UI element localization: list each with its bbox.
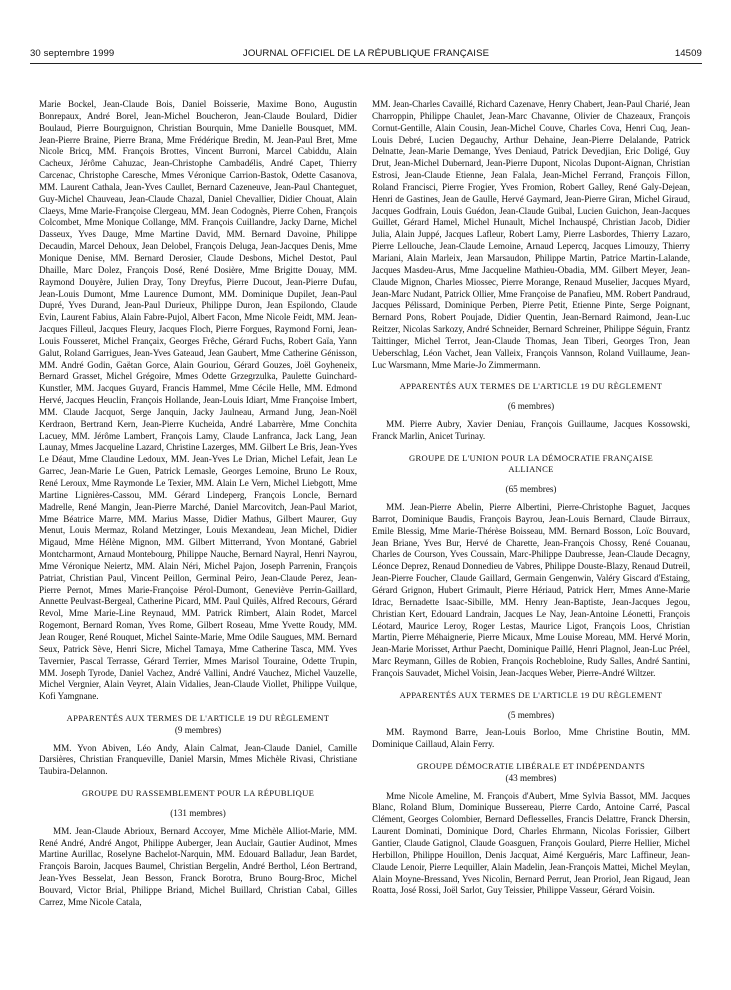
section-title-apparentes-rpr: APPARENTÉS AUX TERMES DE L'ARTICLE 19 DU RÈGLEMENT bbox=[399, 381, 663, 392]
header-date: 30 septembre 1999 bbox=[30, 48, 115, 59]
section-title-apparentes-udf: APPARENTÉS AUX TERMES DE L'ARTICLE 19 DU RÈGLEMENT bbox=[399, 689, 663, 700]
dl-member-list: Mme Nicole Ameline, M. François d'Aubert, Mme Sylvia Bassot, MM. Jacques Blanc, Roland Blum, Dominique Bussereau, Pierre Cardo, Antoine Carré, Pascal Clément, Georges Colombier, Bernard Deflesselles, Francis Delattre, Franck Dhersin, Laurent Dominati, Dominique Dord, Charles Ehrmann, Nicolas Forissier, Gilbert Gantier, Claude Gatignol, Claude Goasguen, François Goulard, Pierre Hellier, Michel Herbillon, Philippe Houillon, Denis Jacquat, Aimé Kerguéris, Marc Laffineur, Jean-Claude Lenoir, Pierre Lequiller, Alain Madelin, Jean-François Mattei, Michel Meylan, Alain Moyne-Bressand, Yves Nicolin, Bernard Perrut, Jean Proriol, Jean Rigaud, Jean Roatta, José Rossi, Joël Sarlot, Guy Teissier, Philippe Vasseur, Gérard Voisin. bbox=[372, 790, 690, 896]
section-count-dl: (43 membres) bbox=[505, 772, 557, 783]
section-subtitle-udf: ALLIANCE bbox=[508, 464, 554, 475]
apparentes-rpr-list: MM. Pierre Aubry, Xavier Deniau, François Guillaume, Jacques Kossowski, Franck Marlin, Anicet Turinay. bbox=[372, 419, 690, 441]
apparentes-socialist-list: MM. Yvon Abiven, Léo Andy, Alain Calmat, Jean-Claude Daniel, Camille Darsières, Christian Franqueville, Daniel Marsin, Mmes Michèle Rivasi, Christiane Taubira-Delannon. bbox=[39, 742, 357, 777]
header-page-number: 14509 bbox=[674, 48, 702, 59]
left-column bbox=[39, 99, 357, 909]
section-count-apparentes-rpr: (6 membres) bbox=[507, 401, 555, 412]
section-count-apparentes-socialist: (9 membres) bbox=[174, 724, 222, 735]
right-column bbox=[372, 99, 690, 897]
section-count-udf: (65 membres) bbox=[505, 484, 557, 495]
header-title: JOURNAL OFFICIEL DE LA RÉPUBLIQUE FRANÇAISE bbox=[242, 48, 490, 59]
section-title-dl: GROUPE DÉMOCRATIE LIBÉRALE ET INDÉPENDANTS bbox=[416, 761, 646, 772]
section-title-apparentes-socialist: APPARENTÉS AUX TERMES DE L'ARTICLE 19 DU RÈGLEMENT bbox=[66, 713, 330, 724]
socialist-group-list-continued: Marie Bockel, Jean-Claude Bois, Daniel Boisserie, Maxime Bono, Augustin Bonrepaux, André Borel, Jean-Michel Boucheron, Jean-Claude Boulard, Didier Boulaud, Pierre Bourguignon, Christian Bourquin, Mme Danielle Bousquet, MM. Jean-Pierre Braine, Pierre Brana, Mme Frédérique Bredin, M. Jean-Paul Bret, Mme Nicole Bricq, MM. François Brottes, Vincent Burroni, Marcel Cabiddu, Alain Cacheux, Jérôme Cahuzac, Jean-Christophe Cambadélis, André Capet, Thierry Carcenac, Christophe Caresche, Mmes Véronique Carrion-Bastok, Odette Casanova, MM. Laurent Cathala, Jean-Yves Caullet, Bernard Cazeneuve, Jean-Paul Chanteguet, Guy-Michel Chauveau, Jean-Claude Chazal, Daniel Chevallier, Didier Chouat, Alain Claeys, Mme Marie-Françoise Clergeau, MM. Jean Codognès, Pierre Cohen, François Colcombet, Mme Monique Collange, MM. François Cuillandre, Jacky Darne, Michel Dasseux, Yves Dauge, Mme Martine David, MM. Bernard Davoine, Philippe Decaudin, Marcel Dehoux, Jean Delobel, François Deluga, Jean-Jacques Denis, Mme Monique Denise, MM. Bernard Derosier, Claude Desbons, Michel Destot, Paul Dhaille, Marc Dolez, François Dosé, René Dosière, Mme Brigitte Douay, MM. Raymond Douyère, Julien Dray, Tony Dreyfus, Pierre Ducout, Jean-Pierre Dufau, Jean-Louis Dumont, Mme Laurence Dumont, MM. Dominique Dupilet, Jean-Paul Dupré, Yves Durand, Jean-Paul Durieux, Philippe Duron, Jean Espilondo, Claude Evin, Laurent Fabius, Alain Fabre-Pujol, Albert Facon, Mme Nicole Feidt, MM. Jean-Jacques Filleul, Jacques Fleury, Jacques Floch, Pierre Forgues, Raymond Forni, Jean-Louis Fousseret, Michel Françaix, Georges Frêche, Gérard Fuchs, Robert Gaïa, Yann Galut, Roland Garrigues, Jean-Yves Gateaud, Jean Gaubert, Mme Catherine Génisson, MM. André Godin, Gaëtan Gorce, Alain Gouriou, Gérard Gouzes, Joël Goyheneix, Bernard Grasset, Michel Grégoire, Mmes Odette Grzegrzulka, Paulette Guinchard-Kunstler, MM. Jacques Guyard, Francis Hammel, Mme Cécile Helle, MM. Edmond Hervé, Jacques Heuclin, François Hollande, Jean-Louis Idiart, Mme Françoise Imbert, MM. Claude Jacquot, Serge Janquin, Jacky Jaulneau, Armand Jung, Jean-Noël Kerdraon, Bertrand Kern, Jean-Pierre Kucheida, André Labarrère, Mme Conchita Lacuey, MM. Jérôme Lambert, François Lamy, Claude Lanfranca, Jack Lang, Jean Launay, Mmes Jacqueline Lazard, Christine Lazerges, MM. Gilbert Le Bris, Jean-Yves Le Déaut, Mme Claudine Ledoux, MM. Jean-Yves Le Drian, Michel Lefait, Jean Le Garrec, Jean-Marie Le Guen, Patrick Lemasle, Georges Lemoine, Bruno Le Roux, René Leroux, Mme Raymonde Le Texier, MM. Alain Le Vern, Michel Liebgott, Mme Martine Lignières-Cassou, MM. Gérard Lindeperg, François Loncle, Bernard Madrelle, René Mangin, Jean-Pierre Marché, Daniel Marcovitch, Jean-Paul Mariot, Mme Béatrice Marre, MM. Marius Masse, Didier Mathus, Gilbert Maurer, Guy Menut, Louis Mermaz, Roland Metzinger, Louis Mexandeau, Jean Michel, Didier Migaud, Mme Hélène Mignon, MM. Gilbert Mitterrand, Yvon Montané, Gabriel Montcharmont, Arnaud Montebourg, Philippe Nauche, Bernard Nayral, Henri Nayrou, Mme Véronique Neiertz, MM. Alain Néri, Michel Pajon, Joseph Parrenin, François Patriat, Christian Paul, Vincent Peillon, Germinal Peiro, Jean-Claude Perez, Jean-Pierre Pernot, Mmes Marie-Françoise Pérol-Dumont, Geneviève Perrin-Gaillard, Annette Peulvast-Bergeal, Catherine Picard, MM. Paul Quilès, Alfred Recours, Gérard Revol, Mme Marie-Line Reynaud, MM. Patrick Rimbert, Alain Rodet, Marcel Rogemont, Bernard Roman, Yves Rome, Gilbert Roseau, Mme Yvette Roudy, MM. Jean Rouger, René Rouquet, Michel Sainte-Marie, Mme Odile Saugues, MM. Bernard Seux, Patrick Sève, Henri Sicre, Michel Tamaya, Mme Catherine Tasca, MM. Yves Tavernier, Pascal Terrasse, Gérard Terrier, Mmes Marisol Touraine, Odette Trupin, MM. Joseph Tyrode, Daniel Vachez, André Vallini, André Vauchez, Michel Vauzelle, Michel Vergnier, Alain Veyret, Alain Vidalies, Jean-Claude Viollet, Philippe Vuilque, Kofi Yamgnane. bbox=[39, 99, 357, 702]
rpr-member-list: MM. Jean-Claude Abrioux, Bernard Accoyer, Mme Michèle Alliot-Marie, MM. René André, André Angot, Philippe Auberger, Jean Auclair, Gautier Audinot, Mmes Martine Aurillac, Roselyne Bachelot-Narquin, MM. Edouard Balladur, Jean Bardet, François Baroin, Jacques Baumel, Christian Bergelin, André Berthol, Léon Bertrand, Jean-Yves Besselat, Jean Besson, Franck Borotra, Bruno Bourg-Broc, Michel Bouvard, Victor Brial, Philippe Briand, Michel Buillard, Christian Cabal, Gilles Carrez, Mme Nicole Catala, bbox=[39, 825, 357, 907]
header-rule bbox=[30, 63, 702, 64]
section-count-rpr: (131 membres) bbox=[170, 807, 226, 818]
document-columns bbox=[39, 99, 697, 979]
section-title-rpr: GROUPE DU RASSEMBLEMENT POUR LA RÉPUBLIQUE bbox=[81, 788, 315, 799]
section-title-udf: GROUPE DE L'UNION POUR LA DÉMOCRATIE FRANÇAISE bbox=[408, 452, 654, 463]
section-count-apparentes-udf: (5 membres) bbox=[507, 709, 555, 720]
rpr-member-list-continued: MM. Jean-Charles Cavaillé, Richard Cazenave, Henry Chabert, Jean-Paul Charié, Jean Charroppin, Philippe Chaulet, Jean-Marc Chavanne, Olivier de Chazeaux, François Cornut-Gentille, Alain Cousin, Jean-Michel Couve, Charles Cova, Henri Cuq, Jean-Louis Debré, Lucien Degauchy, Arthur Dehaine, Jean-Pierre Delalande, Patrick Delnatte, Jean-Marie Demange, Yves Deniaud, Patrick Devedjian, Eric Doligé, Guy Drut, Jean-Michel Dubernard, Jean-Pierre Dupont, Nicolas Dupont-Aignan, Christian Estrosi, Jean-Claude Etienne, Jean Falala, Jean-Michel Ferrand, François Fillon, Roland Francisci, Pierre Frogier, Yves Fromion, Robert Galley, René Galy-Dejean, Henri de Gastines, Jean de Gaulle, Hervé Gaymard, Jean-Pierre Giran, Michel Giraud, Jacques Godfrain, Louis Guédon, Jean-Claude Guibal, Lucien Guichon, Jean-Jacques Guillet, Gérard Hamel, Michel Hunault, Michel Inchauspé, Christian Jacob, Didier Julia, Alain Juppé, Jacques Lafleur, Robert Lamy, Pierre Lasbordes, Thierry Lazaro, Pierre Lellouche, Jean-Claude Lemoine, Arnaud Lepercq, Jacques Limouzy, Thierry Mariani, Alain Marleix, Jean Marsaudon, Philippe Martin, Patrice Martin-Lalande, Jacques Masdeu-Arus, Mme Jacqueline Mathieu-Obadia, MM. Gilbert Meyer, Jean-Claude Mignon, Charles Miossec, Pierre Morange, Renaud Muselier, Jacques Myard, Jean-Marc Nudant, Patrick Ollier, Mme Françoise de Panafieu, MM. Robert Pandraud, Jacques Pélissard, Dominique Perben, Pierre Petit, Etienne Pinte, Serge Poignant, Bernard Pons, Robert Poujade, Didier Quentin, Jean-Bernard Raimond, Jean-Luc Reitzer, Nicolas Sarkozy, André Schneider, Bernard Schreiner, Philippe Séguin, Frantz Taittinger, Michel Terrot, Jean-Claude Thomas, Jean Tiberi, Georges Tron, Jean Ueberschlag, Léon Vachet, Jean Valleix, François Vannson, Roland Vuillaume, Jean-Luc Warsmann, Mme Marie-Jo Zimmermann. bbox=[372, 99, 690, 370]
udf-member-list: MM. Jean-Pierre Abelin, Pierre Albertini, Pierre-Christophe Baguet, Jacques Barrot, Dominique Baudis, François Bayrou, Jean-Louis Bernard, Claude Birraux, Emile Blessig, Mme Marie-Thérèse Boisseau, MM. Bernard Bosson, Loïc Bouvard, Jean Briane, Yves Bur, Hervé de Charette, Jean-François Chossy, René Couanau, Charles de Courson, Yves Coussain, Marc-Philippe Daubresse, Jean-Claude Decagny, Léonce Deprez, Renaud Donnedieu de Vabres, Philippe Douste-Blazy, Renaud Dutreil, Jean-Pierre Foucher, Claude Gaillard, Germain Gengenwin, Valéry Giscard d'Estaing, Gérard Grignon, Hubert Grimault, Pierre Hériaud, Patrick Herr, Mmes Anne-Marie Idrac, Bernadette Isaac-Sibille, MM. Henry Jean-Baptiste, Jean-Jacques Jegou, Christian Kert, Edouard Landrain, Jacques Le Nay, Jean-Antoine Léonetti, François Léotard, Maurice Leroy, Roger Lestas, Maurice Ligot, François Loos, Christian Martin, Pierre Méhaignerie, Pierre Micaux, Mme Louise Moreau, MM. Hervé Morin, Jean-Marie Morisset, Arthur Paecht, Dominique Paillé, Henri Plagnol, Jean-Luc Préel, Marc Reymann, Gilles de Robien, François Rochebloine, Rudy Salles, André Santini, François Sauvadet, Michel Voisin, Jean-Jacques Weber, Pierre-André Wiltzer. bbox=[372, 502, 690, 678]
apparentes-udf-list: MM. Raymond Barre, Jean-Louis Borloo, Mme Christine Boutin, MM. Dominique Caillaud, Alain Ferry. bbox=[372, 727, 690, 750]
